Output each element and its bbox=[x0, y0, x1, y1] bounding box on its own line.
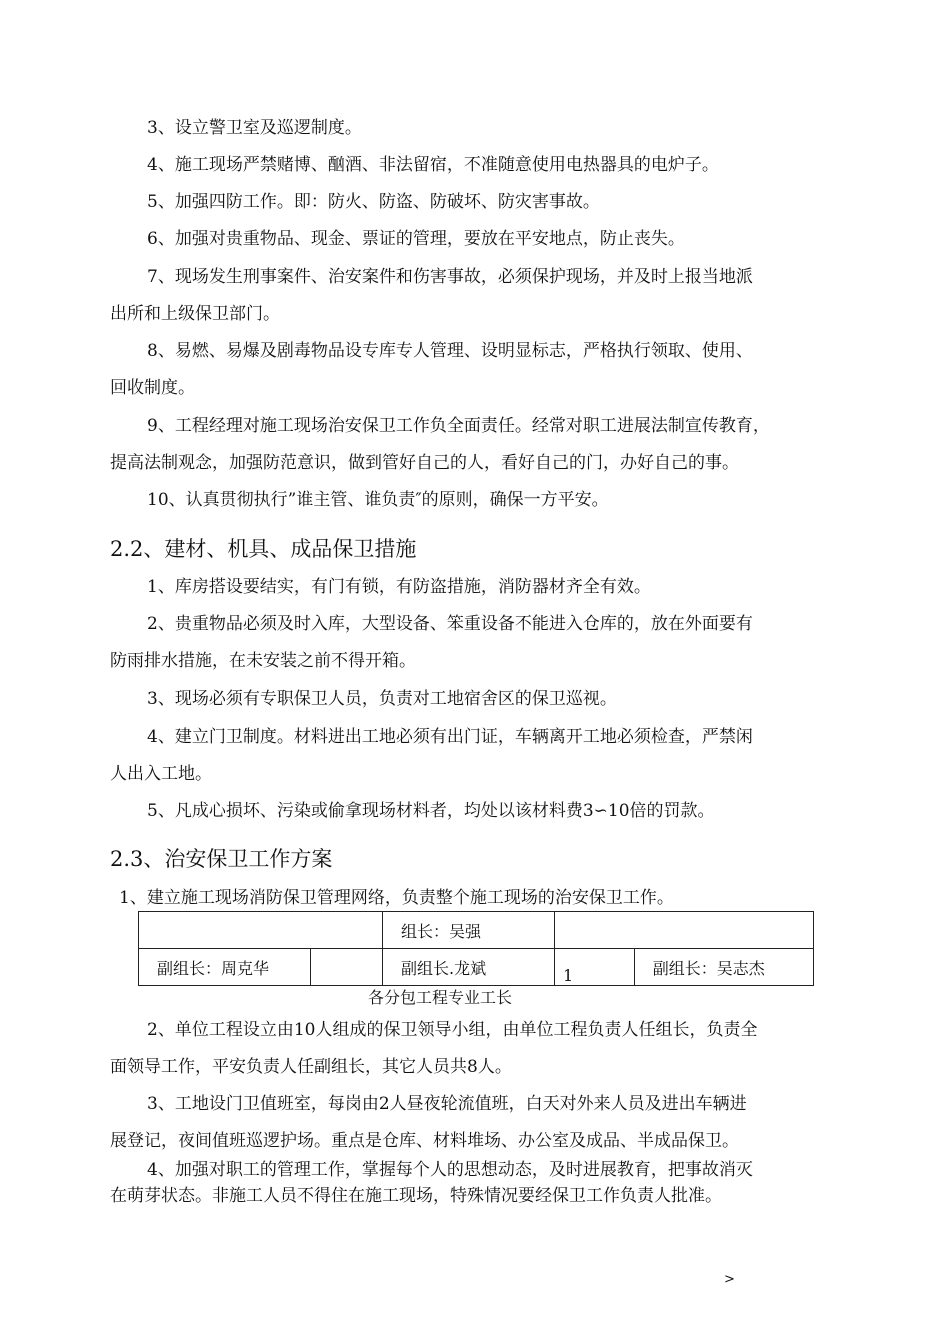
org-cell-empty bbox=[139, 912, 383, 949]
paragraph-2-2-item-5: 5、凡成心损坏、污染或偷拿现场材料者，均处以该材料费3∽10倍的罚款。 bbox=[147, 801, 715, 821]
paragraph-item-8: 8、易燃、易爆及剧毒物品设专库专人管理、设明显标志，严格执行领取、使用、 回收制度。 bbox=[110, 341, 753, 398]
org-deputy-1-cell: 副组长：周克华 bbox=[139, 949, 311, 986]
paragraph-2-2-item-2: 2、贵重物品必须及时入库，大型设备、笨重设备不能进入仓库的，放在外面要有 防雨排水措施，在未安装之前不得开箱。 bbox=[110, 614, 753, 671]
org-marker-cell: 1 bbox=[555, 949, 635, 986]
paragraph-item-3: 3、设立警卫室及巡逻制度。 bbox=[147, 118, 362, 138]
paragraph-2-3-item-2: 2、单位工程设立由10人组成的保卫领导小组，由单位工程负责人任组长，负责全 面领导工作，平安负责人任副组长，其它人员共8人。 bbox=[110, 1020, 758, 1077]
org-leader-cell: 组长：吴强 bbox=[383, 912, 555, 949]
paragraph-2-3-item-4: 4、加强对职工的管理工作，掌握每个人的思想动态，及时进展教育，把事故消灭 在萌芽状态。非施工人员不得住在施工现场，特殊情况要经保卫工作负责人批准。 bbox=[110, 1160, 753, 1206]
paragraph-2-2-item-1: 1、库房搭设要结实，有门有锁，有防盗措施，消防器材齐全有效。 bbox=[147, 577, 651, 597]
section-heading-2-2: 2.2、建材、机具、成品保卫措施 bbox=[110, 537, 417, 561]
org-deputy-3-cell: 副组长：吴志杰 bbox=[634, 949, 813, 986]
paragraph-item-10: 10、认真贯彻执行”谁主管、谁负责″的原则，确保一方平安。 bbox=[147, 490, 609, 510]
paragraph-item-9: 9、工程经理对施工现场治安保卫工作负全面责任。经常对职工进展法制宣传教育， 提高法制观念，加强防范意识，做到管好自己的人，看好自己的门，办好自己的事。 bbox=[110, 416, 770, 473]
paragraph-item-5: 5、加强四防工作。即：防火、防盗、防破坏、防灾害事故。 bbox=[147, 192, 600, 212]
org-cell-empty bbox=[555, 912, 814, 949]
page-mark: > bbox=[724, 1272, 735, 1287]
table-row bbox=[139, 949, 814, 986]
paragraph-item-6: 6、加强对贵重物品、现金、票证的管理，要放在平安地点，防止丧失。 bbox=[147, 229, 685, 249]
org-caption: 各分包工程专业工长 bbox=[368, 988, 513, 1007]
paragraph-item-7: 7、现场发生刑事案件、治安案件和伤害事故，必须保护现场，并及时上报当地派 出所和上级保卫部门。 bbox=[110, 267, 753, 324]
paragraph-item-4: 4、施工现场严禁赌博、酗酒、非法留宿，不准随意使用电热器具的电炉子。 bbox=[147, 155, 719, 175]
org-deputy-2-cell: 副组长.龙斌 bbox=[383, 949, 555, 986]
paragraph-2-3-item-1: 1、建立施工现场消防保卫管理网络，负责整个施工现场的治安保卫工作。 bbox=[119, 888, 674, 908]
security-org-table bbox=[138, 911, 814, 986]
section-heading-2-3: 2.3、治安保卫工作方案 bbox=[110, 847, 333, 871]
paragraph-2-2-item-3: 3、现场必须有专职保卫人员，负责对工地宿舍区的保卫巡视。 bbox=[147, 689, 617, 709]
table-row bbox=[139, 912, 814, 949]
org-cell-empty bbox=[311, 949, 383, 986]
paragraph-2-2-item-4: 4、建立门卫制度。材料进出工地必须有出门证，车辆离开工地必须检查，严禁闲 人出入工地。 bbox=[110, 727, 753, 784]
paragraph-2-3-item-3: 3、工地设门卫值班室，每岗由2人昼夜轮流值班，白天对外来人员及进出车辆进 展登记，夜间值班巡逻护场。重点是仓库、材料堆场、办公室及成品、半成品保卫。 bbox=[110, 1094, 747, 1151]
